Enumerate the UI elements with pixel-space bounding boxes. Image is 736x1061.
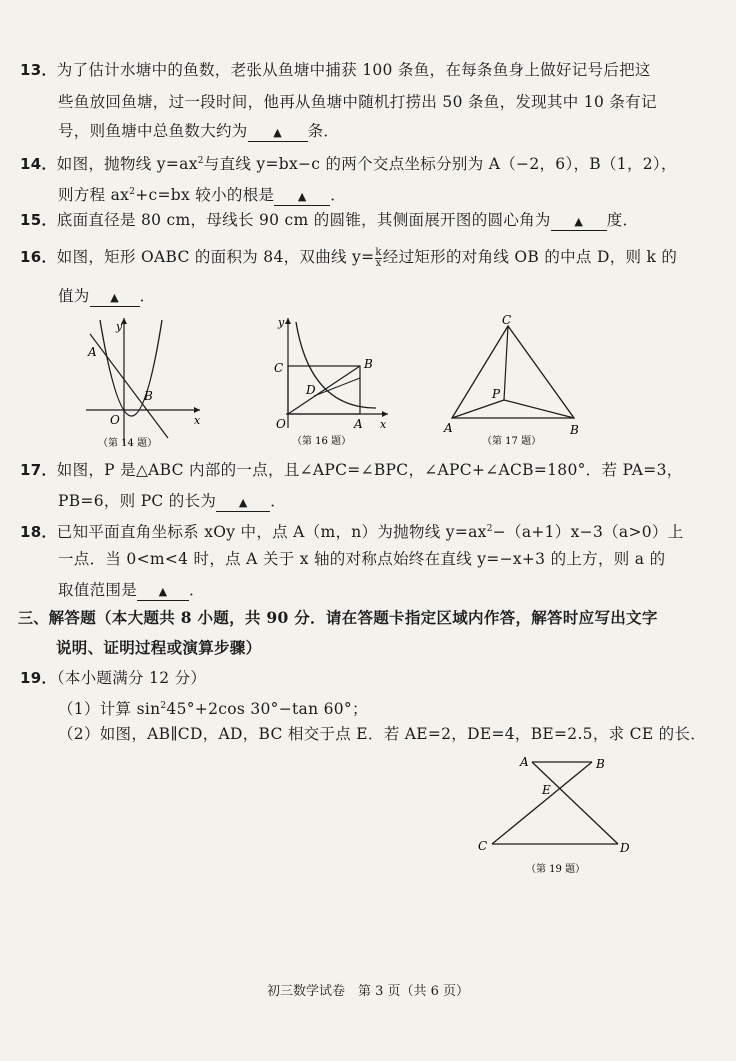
q16-line2: 值为 ▲ ． (58, 287, 156, 305)
figure-19 (470, 752, 640, 882)
segment-bc (492, 762, 592, 844)
figure-16-caption: （第 16 题） (292, 436, 352, 447)
q18-line2: 一点．当 0<m<4 时，点 A 关于 x 轴的对称点始终在直线 y=−x+3 的上方，则 a 的 (58, 550, 666, 568)
segment-ad (532, 762, 618, 844)
section3-line1: 三、解答题（本大题共 8 小题，共 90 分．请在答题卡指定区域内作答，解答时应写出文字 (18, 608, 658, 627)
label-x: x (194, 414, 201, 427)
figure-14-caption: （第 14 题） (98, 438, 158, 449)
x-axis-arrow-icon (194, 407, 200, 413)
page-footer: 初三数学试卷 第 3 页（共 6 页） (266, 984, 470, 999)
q15-line1: 15．底面直径是 80 cm，母线长 90 cm 的圆锥，其侧面展开图的圆心角为 ▲ 度． (20, 211, 639, 229)
diagonal-ob (288, 366, 360, 414)
figure-14 (78, 312, 208, 452)
label-c: C (502, 313, 512, 327)
q13-answer-blank (248, 123, 308, 142)
figure-17 (442, 312, 590, 452)
segment-pa (452, 400, 504, 418)
label-b: B (364, 357, 373, 371)
k-over-x-fraction: $\frac{k}{x}$ (375, 246, 382, 269)
label-e: E (542, 783, 551, 797)
q17-line1: 17．如图，P 是△ABC 内部的一点，且∠APC=∠BPC，∠APC+∠ACB=180°．若 PA=3， (20, 461, 683, 479)
label-b: B (596, 757, 605, 771)
section3-number: 三、 (18, 609, 49, 627)
q19-part1: （1）计算 $\sin^245^\circ+2\cos$ 30°−tan 60°； (58, 700, 368, 719)
q19-number: 19． (20, 669, 57, 687)
label-c: C (274, 361, 284, 375)
q15-number: 15． (20, 211, 57, 229)
label-y: y (116, 320, 123, 333)
figure-17-caption: （第 17 题） (482, 436, 542, 447)
label-x: x (380, 418, 387, 431)
triangle-mark: ▲ (110, 291, 119, 304)
q17-number: 17． (20, 461, 57, 479)
section3-line2: 说明、证明过程或演算步骤） (56, 638, 262, 657)
segment-pc (504, 326, 508, 400)
label-origin: O (110, 413, 120, 427)
q17-answer-blank (216, 493, 270, 512)
q13-number: 13． (20, 61, 57, 79)
figure-19-caption: （第 19 题） (526, 864, 586, 875)
q19-part2: （2）如图，AB∥CD，AD，BC 相交于点 E．若 AE=2，DE=4，BE=2.5，求 CE 的长． (58, 725, 707, 743)
label-c: C (478, 839, 488, 853)
q14-line2: 则方程 $ax^2+c=bx$ 较小的根是 ▲ ． (58, 186, 347, 205)
label-y: y (278, 316, 285, 329)
label-a: A (88, 345, 97, 359)
q13-line2: 些鱼放回鱼塘，过一段时间，他再从鱼塘中随机打捞出 50 条鱼，发现其中 10 条有记 (58, 93, 657, 111)
q18-answer-blank (137, 582, 189, 601)
label-d: D (306, 383, 316, 397)
q14-line1: 14．如图，抛物线 $y=ax^2$与直线 y=bx−c 的两个交点坐标分别为 A（−2，6），B（1，2）， (20, 155, 677, 174)
label-b: B (570, 423, 579, 437)
q14-answer-blank (274, 187, 330, 206)
label-a: A (444, 421, 453, 435)
label-d: D (620, 841, 630, 855)
q19-header: 19．（本小题满分 12 分） (20, 669, 207, 687)
triangle-mark: ▲ (238, 496, 248, 509)
label-p: P (492, 387, 501, 401)
label-origin: O (276, 417, 286, 431)
q16-answer-blank (90, 288, 140, 307)
triangle-mark: ▲ (574, 215, 584, 228)
q16-number: 16． (20, 248, 57, 266)
y-axis-arrow-icon (285, 318, 291, 324)
q13-line3: 号，则鱼塘中总鱼数大约为 ▲ 条． (58, 122, 340, 140)
triangle-mark: ▲ (297, 190, 307, 204)
label-a: A (354, 417, 363, 431)
q18-line1: 18．已知平面直角坐标系 xOy 中，点 A（m，n）为抛物线 $y=ax^2-(a+1)x-3(a>0)$上 (20, 523, 684, 542)
triangle-abc (452, 326, 574, 418)
figure-16 (266, 312, 396, 452)
triangle-mark: ▲ (158, 585, 168, 598)
x-axis-arrow-icon (382, 411, 388, 417)
label-a: A (520, 755, 529, 769)
triangle-mark: ▲ (273, 126, 282, 139)
q18-line3: 取值范围是 ▲ ． (58, 581, 205, 599)
q17-line2: PB=6，则 PC 的长为 ▲ ． (58, 492, 287, 510)
q15-answer-blank (551, 212, 607, 231)
label-b: B (144, 389, 153, 403)
q14-number: 14． (20, 155, 57, 174)
q13-line1: 13．为了估计水塘中的鱼数，老张从鱼塘中捕获 100 条鱼，在每条鱼身上做好记号后把这 (20, 61, 651, 79)
q16-line1: 16．如图，矩形 OABC 的面积为 84，双曲线 y= $\frac{k}{x}$ 经过矩形的对角线 OB 的中点 D，则 k 的 (20, 246, 678, 269)
q18-number: 18． (20, 523, 57, 542)
